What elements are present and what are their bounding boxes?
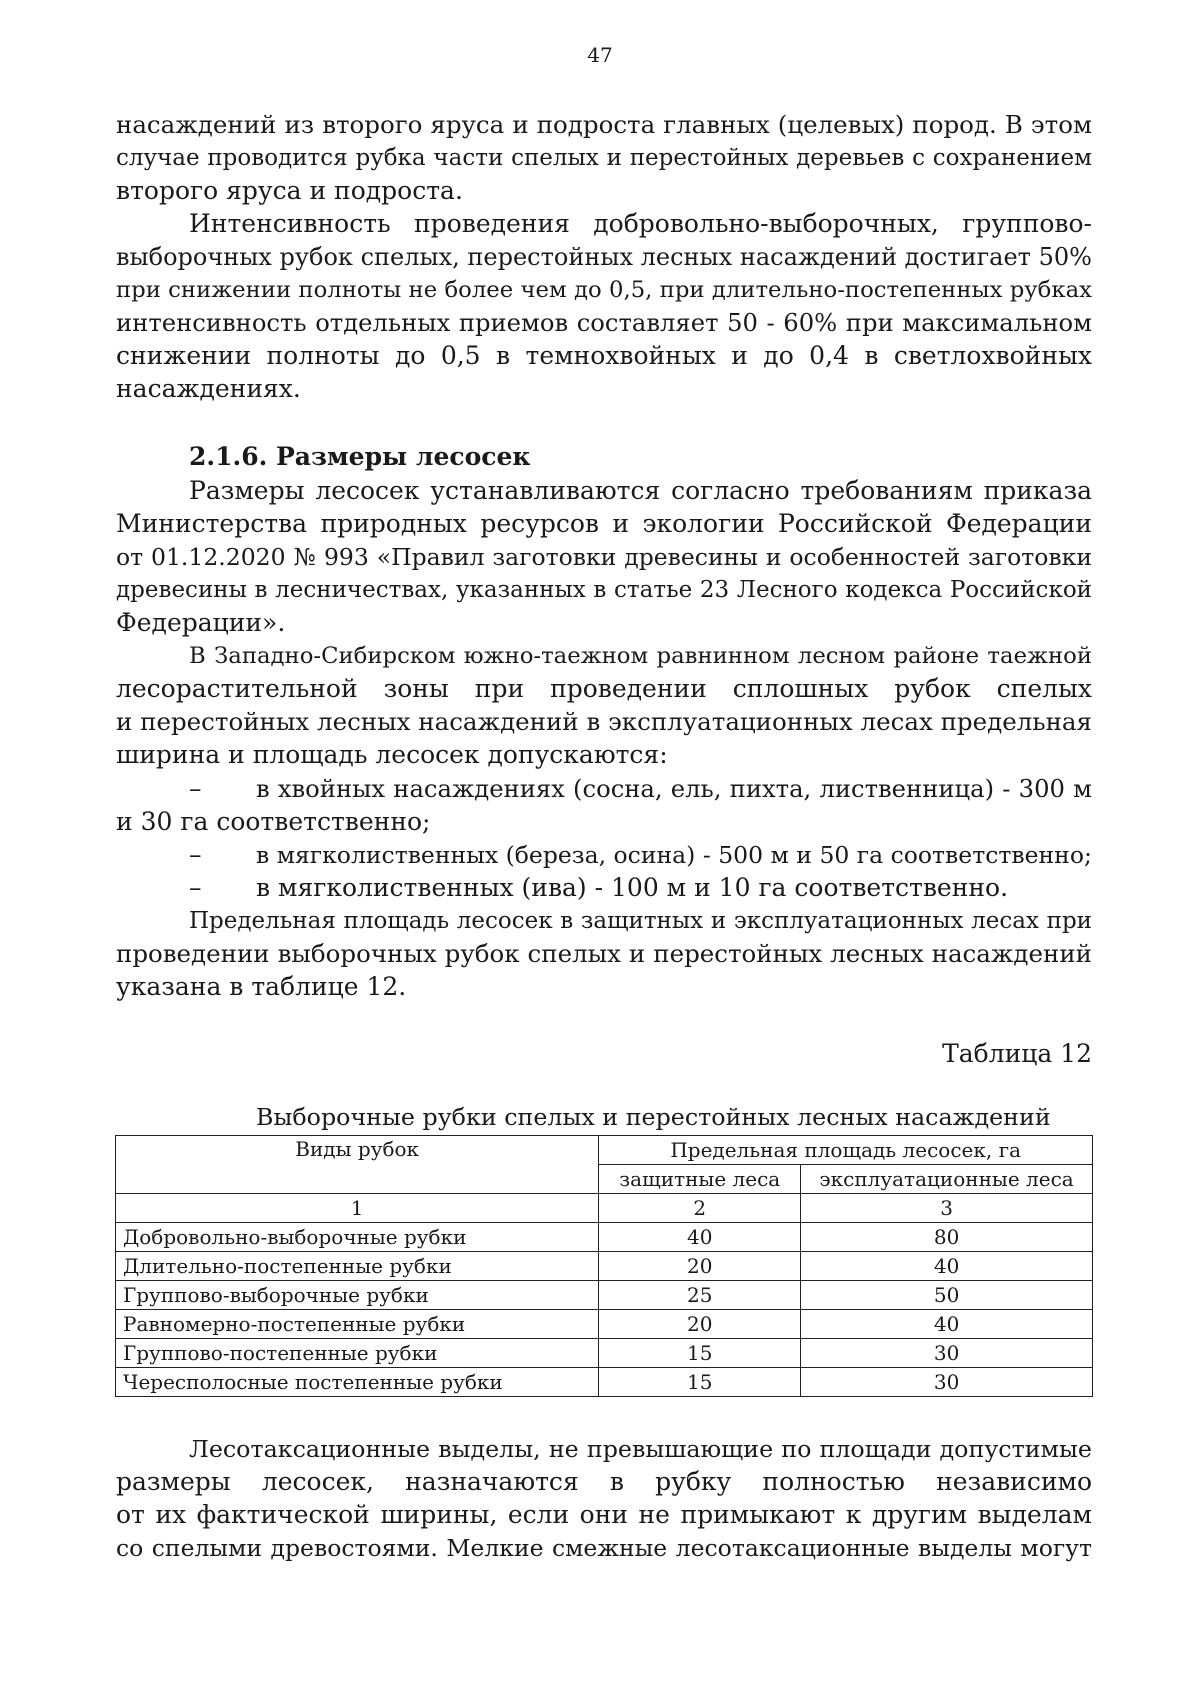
table-row [116,1223,1093,1252]
exploitation-value: 30 [801,1368,1093,1397]
cutting-type: Чересполосные постепенные рубки [116,1368,599,1397]
header-cutting-type: Виды рубок [116,1136,599,1194]
text-line: древесины в лесничествах, указанных в статье 23 Лесного кодекса Российской [116,577,1092,603]
header-area-limit: Предельная площадь лесосек, га [599,1136,1093,1165]
list-item-continuation: и 30 га соответственно; [116,807,431,836]
protective-value: 40 [599,1223,801,1252]
text-line: случае проводится рубка части спелых и перестойных деревьев с сохранением [116,145,1092,171]
table-row [116,1252,1093,1281]
cutting-type: Длительно-постепенные рубки [116,1252,599,1281]
text-line: насаждениях. [116,374,301,403]
column-number: 1 [116,1194,599,1223]
cutting-type: Добровольно-выборочные рубки [116,1223,599,1252]
exploitation-value: 40 [801,1310,1093,1339]
table-title: Выборочные рубки спелых и перестойных лесных насаждений [256,1103,1051,1131]
text-line: и перестойных лесных насаждений в эксплуатационных лесах предельная [116,707,1092,736]
protective-value: 20 [599,1310,801,1339]
text-line: от 01.12.2020 № 993 «Правил заготовки древесины и особенностей заготовки [116,543,1092,571]
table-label: Таблица 12 [942,1039,1092,1068]
cutting-type: Равномерно-постепенные рубки [116,1310,599,1339]
page-number: 47 [587,43,613,67]
text-line: лесорастительной зоны при проведении сплошных рубок спелых [116,674,1092,703]
list-dash: – [189,873,202,902]
header-exploitation-forests: эксплуатационные леса [801,1165,1093,1194]
text-line: указана в таблице 12. [116,972,407,1001]
list-item: в мягколиственных (ива) - 100 м и 10 га соответственно. [256,873,1009,902]
text-line: второго яруса и подроста. [116,176,463,205]
protective-value: 15 [599,1339,801,1368]
section-heading: 2.1.6. Размеры лесосек [189,442,531,471]
text-line: от их фактической ширины, если они не примыкают к другим выделам [116,1500,1092,1529]
table-header-row [116,1136,1093,1165]
text-line: Интенсивность проведения добровольно-выборочных, группово- [189,209,1092,238]
cutting-limits-table [115,1135,1093,1397]
text-line: Лесотаксационные выделы, не превышающие по площади допустимые [189,1435,1092,1463]
text-line: проведении выборочных рубок спелых и перестойных лесных насаждений [116,939,1092,968]
table-row [116,1339,1093,1368]
header-protective-forests: защитные леса [599,1165,801,1194]
protective-value: 25 [599,1281,801,1310]
text-line: насаждений из второго яруса и подроста главных (целевых) пород. В этом [116,110,1092,139]
text-line: при снижении полноты не более чем до 0,5, при длительно-постепенных рубках [116,277,1092,303]
list-item: в хвойных насаждениях (сосна, ель, пихта, лиственница) - 300 м [256,774,1092,803]
text-line: ширина и площадь лесосек допускаются: [116,740,668,769]
column-number: 2 [599,1194,801,1223]
table-row [116,1310,1093,1339]
cutting-type: Группово-выборочные рубки [116,1281,599,1310]
text-line: Федерации». [116,608,286,637]
text-line: размеры лесосек, назначаются в рубку полностью независимо [116,1467,1092,1496]
text-line: В Западно-Сибирском южно-таежном равнинном лесном районе таежной [189,643,1092,669]
exploitation-value: 40 [801,1252,1093,1281]
table-numbering-row [116,1194,1093,1223]
text-line: интенсивность отдельных приемов составляет 50 - 60% при максимальном [116,308,1092,337]
text-line: Предельная площадь лесосек в защитных и эксплуатационных лесах при [189,908,1092,934]
cutting-type: Группово-постепенные рубки [116,1339,599,1368]
table-row [116,1368,1093,1397]
exploitation-value: 50 [801,1281,1093,1310]
text-line: снижении полноты до 0,5 в темнохвойных и до 0,4 в светлохвойных [116,341,1092,370]
list-item: в мягколиственных (береза, осина) - 500 м и 50 га соответственно; [256,841,1092,869]
list-dash: – [189,840,202,869]
table-row [116,1281,1093,1310]
protective-value: 15 [599,1368,801,1397]
text-line: со спелыми древостоями. Мелкие смежные лесотаксационные выделы могут [116,1534,1092,1562]
text-line: выборочных рубок спелых, перестойных лесных насаждений достигает 50% [116,243,1092,271]
exploitation-value: 80 [801,1223,1093,1252]
column-number: 3 [801,1194,1093,1223]
protective-value: 20 [599,1252,801,1281]
list-dash: – [189,774,202,803]
text-line: Размеры лесосек устанавливаются согласно требованиям приказа [189,476,1092,505]
text-line: Министерства природных ресурсов и экологии Российской Федерации [116,509,1092,538]
exploitation-value: 30 [801,1339,1093,1368]
